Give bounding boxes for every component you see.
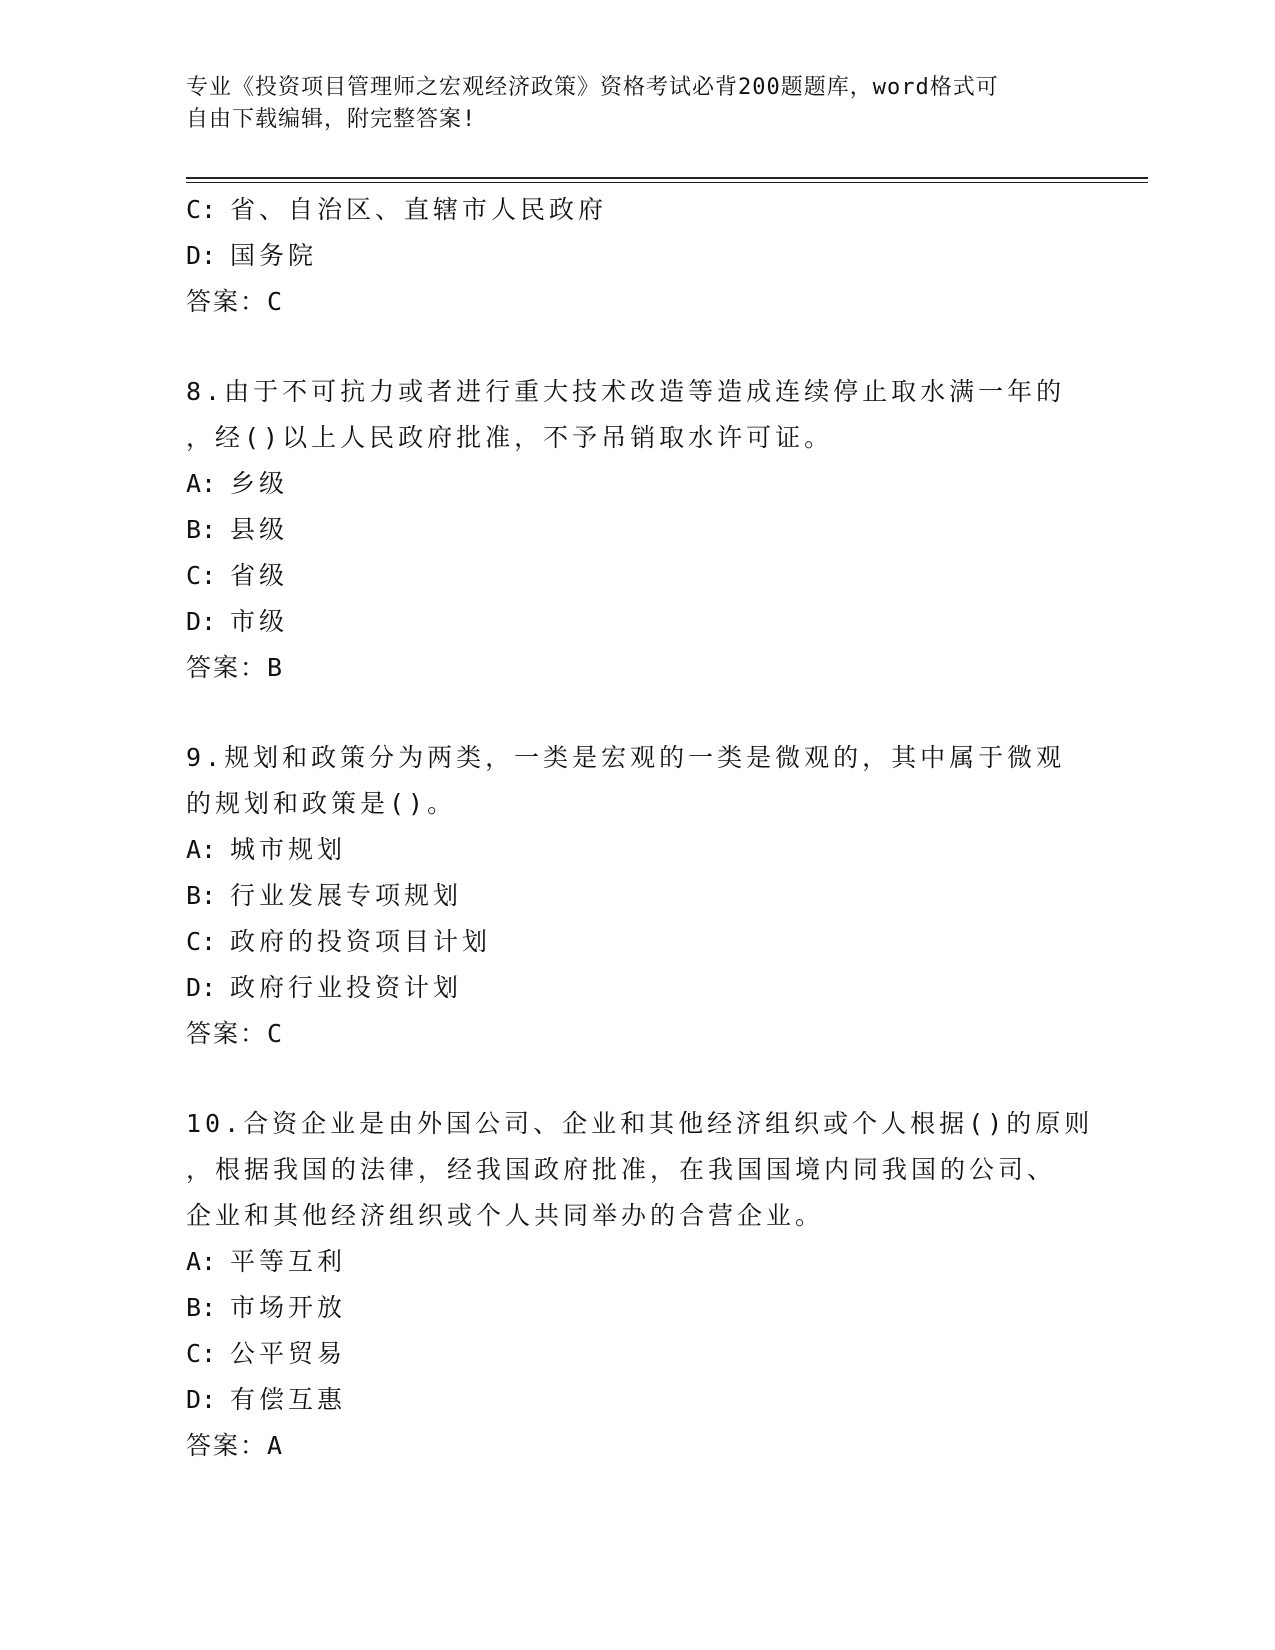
spacer bbox=[186, 691, 1086, 735]
question-text-line: 企业和其他经济组织或个人共同举办的合营企业。 bbox=[186, 1201, 825, 1230]
option-text: 行业发展专项规划 bbox=[230, 881, 463, 910]
option-b bbox=[186, 507, 1086, 553]
option-text: 国务院 bbox=[230, 241, 318, 270]
option-letter: A: bbox=[186, 469, 217, 498]
question-8 bbox=[186, 369, 1086, 691]
answer-line: 答案：C bbox=[186, 1019, 285, 1048]
option-text: 市场开放 bbox=[230, 1293, 347, 1322]
option-text: 平等互利 bbox=[230, 1247, 347, 1276]
option-letter: C: bbox=[186, 561, 217, 590]
option-text: 城市规划 bbox=[230, 835, 347, 864]
page-header bbox=[186, 72, 1066, 136]
option-a bbox=[186, 461, 1086, 507]
option-c bbox=[186, 1331, 1086, 1377]
answer-line: 答案：B bbox=[186, 653, 285, 682]
option-text: 县级 bbox=[230, 515, 289, 544]
option-letter: C: bbox=[186, 927, 217, 956]
option-a bbox=[186, 827, 1086, 873]
option-d bbox=[186, 599, 1086, 645]
option-text: 有偿互惠 bbox=[230, 1385, 347, 1414]
option-c bbox=[186, 553, 1086, 599]
option-a bbox=[186, 1239, 1086, 1285]
option-letter: D: bbox=[186, 241, 217, 270]
option-letter: A: bbox=[186, 835, 217, 864]
option-letter: B: bbox=[186, 881, 217, 910]
option-c bbox=[186, 187, 1086, 233]
option-text: 政府的投资项目计划 bbox=[230, 927, 492, 956]
question-text-line: ，根据我国的法律，经我国政府批准，在我国国境内同我国的公司、 bbox=[186, 1155, 1057, 1184]
option-letter: B: bbox=[186, 515, 217, 544]
option-d bbox=[186, 1377, 1086, 1423]
question-7-continuation bbox=[186, 187, 1086, 325]
option-letter: D: bbox=[186, 607, 217, 636]
question-text-line: 10.合资企业是由外国公司、企业和其他经济组织或个人根据()的原则 bbox=[186, 1109, 1094, 1138]
answer-line: 答案：A bbox=[186, 1431, 285, 1460]
spacer bbox=[186, 1057, 1086, 1101]
option-text: 政府行业投资计划 bbox=[230, 973, 463, 1002]
answer-line: 答案：C bbox=[186, 287, 285, 316]
option-letter: C: bbox=[186, 195, 217, 224]
question-text-line: 9.规划和政策分为两类，一类是宏观的一类是微观的，其中属于微观 bbox=[186, 743, 1066, 772]
option-text: 省、自治区、直辖市人民政府 bbox=[230, 195, 608, 224]
option-d bbox=[186, 965, 1086, 1011]
question-text-line: ，经()以上人民政府批准，不予吊销取水许可证。 bbox=[186, 423, 834, 452]
option-d bbox=[186, 233, 1086, 279]
option-text: 乡级 bbox=[230, 469, 289, 498]
header-line-2: 自由下载编辑，附完整答案! bbox=[186, 107, 477, 132]
option-letter: A: bbox=[186, 1247, 217, 1276]
header-line-1: 专业《投资项目管理师之宏观经济政策》资格考试必背200题题库，word格式可 bbox=[186, 75, 999, 100]
option-letter: D: bbox=[186, 1385, 217, 1414]
option-letter: D: bbox=[186, 973, 217, 1002]
option-text: 市级 bbox=[230, 607, 289, 636]
option-b bbox=[186, 873, 1086, 919]
option-text: 公平贸易 bbox=[230, 1339, 347, 1368]
option-b bbox=[186, 1285, 1086, 1331]
option-letter: B: bbox=[186, 1293, 217, 1322]
option-c bbox=[186, 919, 1086, 965]
header-rule-thin bbox=[186, 182, 1148, 183]
header-rule-thick bbox=[186, 177, 1148, 179]
question-9 bbox=[186, 735, 1086, 1057]
option-letter: C: bbox=[186, 1339, 217, 1368]
question-10 bbox=[186, 1101, 1094, 1469]
question-text-line: 的规划和政策是()。 bbox=[186, 789, 457, 818]
spacer bbox=[186, 325, 1086, 369]
option-text: 省级 bbox=[230, 561, 289, 590]
question-text-line: 8.由于不可抗力或者进行重大技术改造等造成连续停止取水满一年的 bbox=[186, 377, 1066, 406]
question-list bbox=[186, 187, 1094, 1469]
